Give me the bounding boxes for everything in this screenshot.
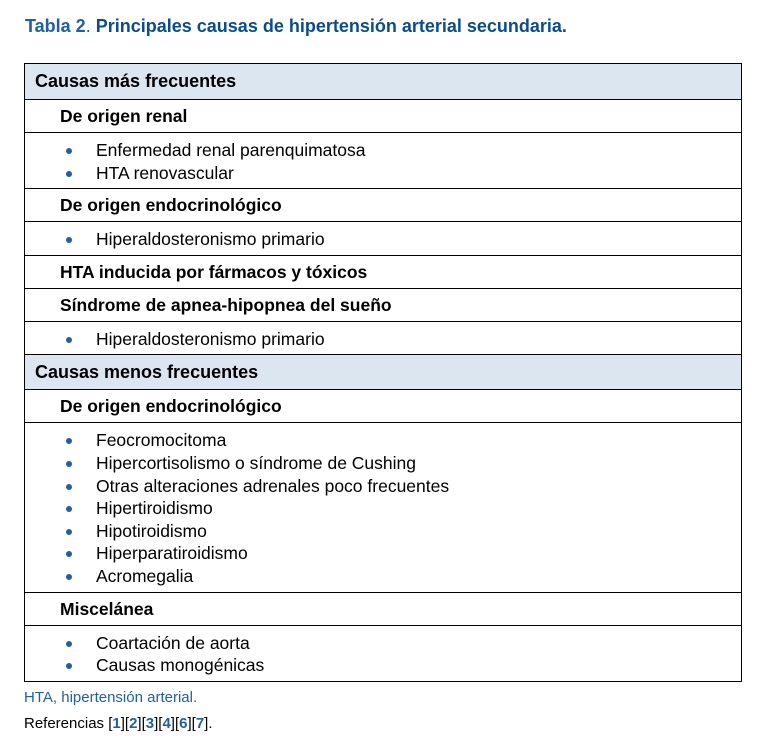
reference-link-3[interactable]: 3	[145, 715, 155, 732]
bullet-icon	[66, 574, 72, 580]
list-item-text: Feocromocitoma	[96, 430, 227, 451]
list-item-text: Hipercortisolismo o síndrome de Cushing	[96, 452, 416, 473]
list-item-text: Hiperparatiroidismo	[96, 543, 248, 564]
item-list	[25, 132, 741, 188]
reference-link-2[interactable]: 2	[129, 715, 138, 732]
group-header: De origen endocrinológico	[25, 389, 741, 422]
bullet-icon	[66, 529, 72, 535]
item-list	[25, 321, 741, 355]
section-header: Causas más frecuentes	[25, 64, 741, 99]
section-header: Causas menos frecuentes	[25, 354, 741, 389]
list-item	[25, 542, 741, 565]
list-item-text: Acromegalia	[96, 565, 194, 586]
table-title	[25, 16, 567, 37]
list-item-text: Otras alteraciones adrenales poco frecuentes	[96, 475, 450, 496]
list-item	[25, 228, 741, 251]
list-item	[25, 162, 741, 185]
bullet-icon	[66, 484, 72, 490]
list-item-text: Enfermedad renal parenquimatosa	[96, 140, 366, 160]
bullet-icon	[66, 237, 72, 243]
list-item-text: Hipotiroidismo	[96, 520, 207, 541]
bullet-icon	[66, 461, 72, 467]
references-suffix: .	[208, 715, 213, 732]
bullet-icon	[66, 551, 72, 557]
list-item	[25, 497, 741, 520]
list-item-text: HTA renovascular	[96, 162, 234, 183]
list-item	[25, 429, 741, 452]
item-list	[25, 422, 741, 591]
references-prefix: Referencias	[24, 715, 109, 732]
group-header: De origen endocrinológico	[25, 188, 741, 221]
reference-link-6[interactable]: 6	[179, 715, 188, 732]
bullet-icon	[66, 438, 72, 444]
list-item	[25, 632, 741, 655]
abbreviation-footnote: HTA, hipertensión arterial.	[24, 689, 198, 706]
item-list	[25, 625, 741, 681]
bullet-icon	[66, 171, 72, 177]
title-separator: .	[85, 16, 91, 36]
list-item	[25, 654, 741, 677]
group-header: Miscelánea	[25, 592, 741, 625]
group-header: De origen renal	[25, 99, 741, 132]
bullet-icon	[66, 337, 72, 343]
list-item	[25, 139, 741, 162]
bullet-icon	[66, 506, 72, 512]
bullet-icon	[66, 148, 72, 154]
list-item	[25, 475, 741, 498]
references-line: Referencias [1][2][3][4][6][7].	[24, 715, 213, 732]
item-list	[25, 221, 741, 255]
list-item	[25, 520, 741, 543]
table-title-text: Principales causas de hipertensión arterial secundaria.	[95, 16, 567, 36]
reference-link-1[interactable]: 1	[112, 715, 121, 732]
group-header: HTA inducida por fármacos y tóxicos	[25, 255, 741, 288]
reference-link-7[interactable]: 7	[195, 715, 205, 732]
list-item-text: Hiperaldosteronismo primario	[96, 229, 325, 250]
list-item	[25, 328, 741, 351]
bullet-icon	[66, 663, 72, 669]
group-header: Síndrome de apnea-hipopnea del sueño	[25, 288, 741, 321]
list-item	[25, 452, 741, 475]
table-label: Tabla 2	[25, 16, 86, 36]
list-item-text: Hipertiroidismo	[96, 498, 213, 519]
list-item-text: Causas monogénicas	[96, 655, 265, 676]
list-item	[25, 565, 741, 588]
list-item-text: Hiperaldosteronismo primario	[96, 328, 325, 349]
reference-link-4[interactable]: 4	[162, 715, 171, 732]
bullet-icon	[66, 641, 72, 647]
list-item-text: Coartación de aorta	[96, 632, 250, 653]
causes-table	[24, 63, 742, 682]
